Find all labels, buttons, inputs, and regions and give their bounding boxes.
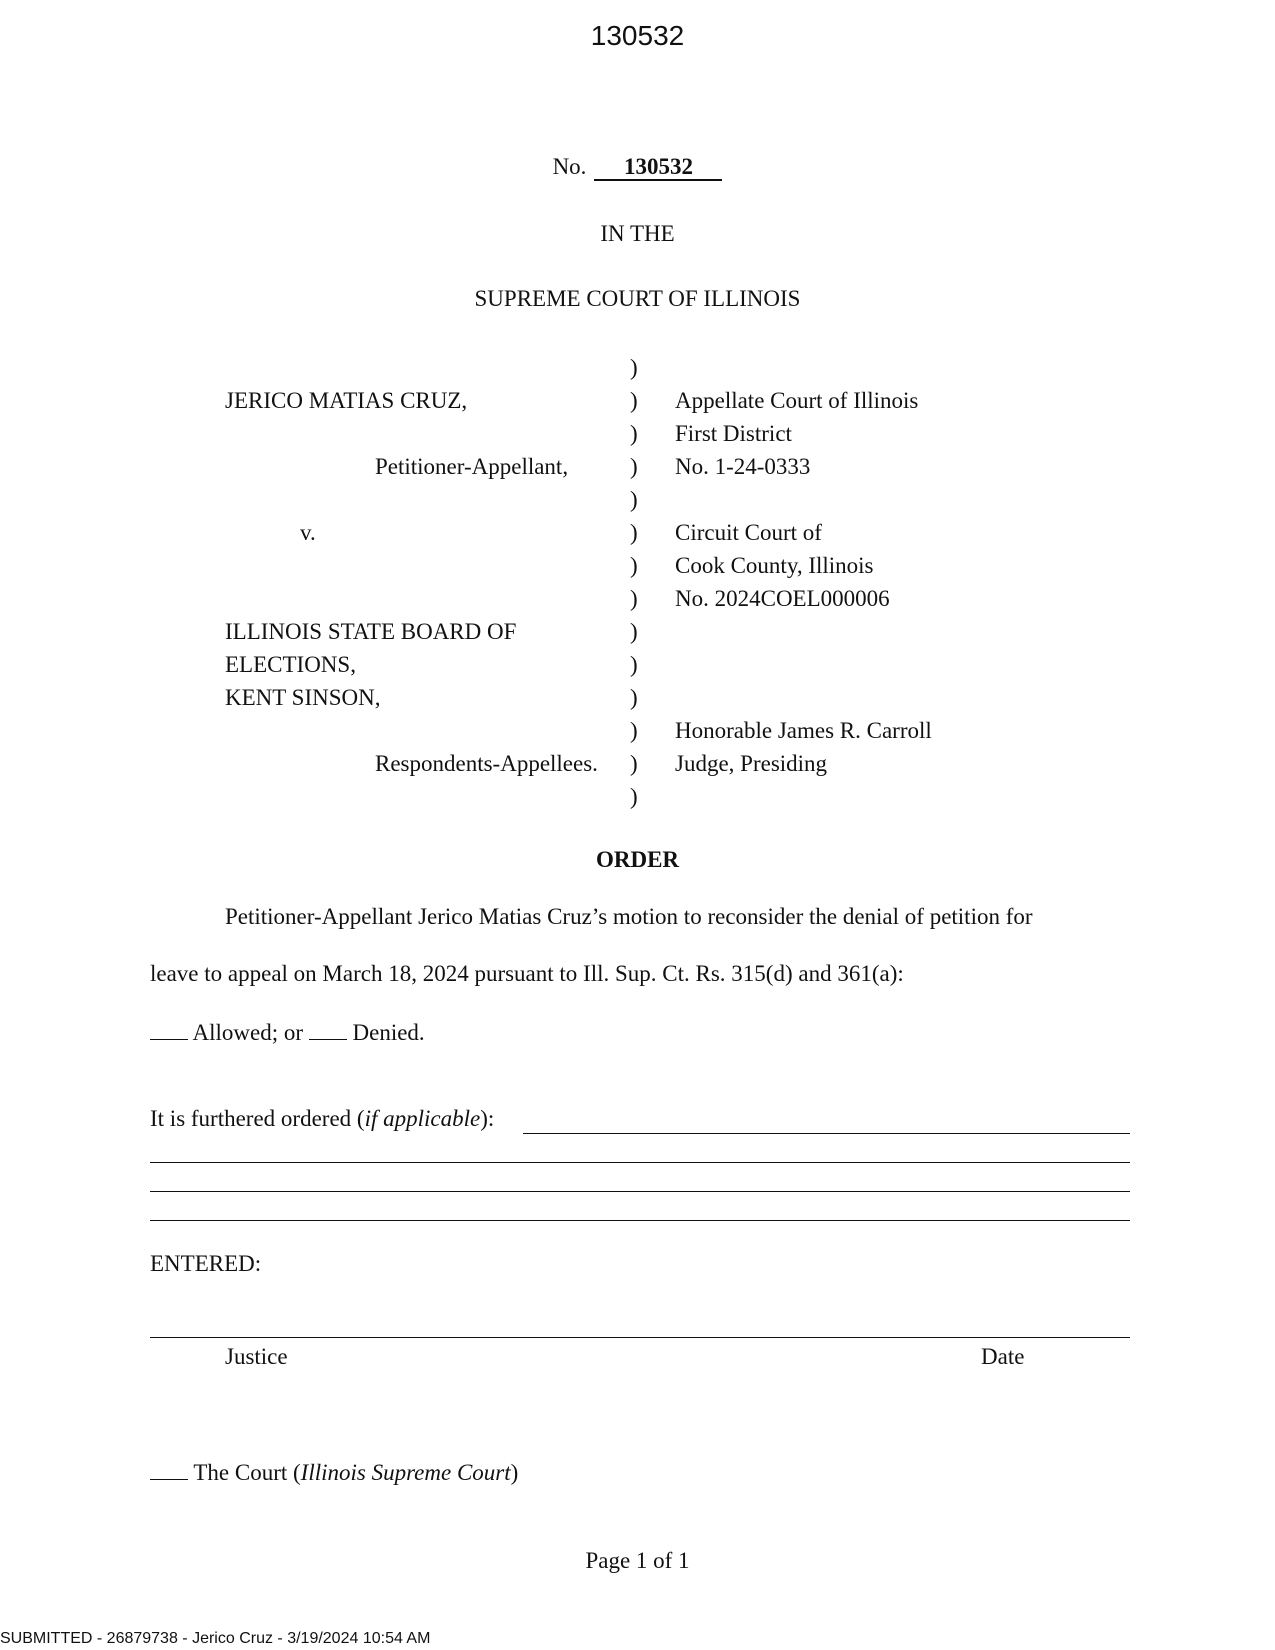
- appellate-court-line: No. 1-24-0333: [675, 454, 811, 479]
- further-ordered-line[interactable]: [523, 1133, 1130, 1134]
- allowed-label: Allowed; or: [192, 1020, 303, 1045]
- judge-line: Honorable James R. Carroll: [675, 718, 932, 743]
- page-footer: Page 1 of 1: [585, 1548, 690, 1573]
- paren: ): [630, 553, 638, 578]
- court-prefix: The Court (: [193, 1460, 301, 1485]
- header-case-number: 130532: [590, 20, 685, 51]
- paren: ): [630, 421, 638, 446]
- paren: ): [630, 718, 638, 743]
- respondent-line: ILLINOIS STATE BOARD OF: [225, 619, 517, 644]
- further-ordered-label: [150, 1107, 494, 1130]
- paren: ): [630, 487, 638, 512]
- respondent-line: KENT SINSON,: [225, 685, 381, 710]
- entered-label: ENTERED:: [150, 1251, 262, 1276]
- disposition-choices: [150, 1021, 425, 1044]
- paren: ): [630, 586, 638, 611]
- case-number-value: 130532: [594, 155, 722, 181]
- appellate-court-line: Appellate Court of Illinois: [675, 388, 919, 413]
- case-number-label: No.: [552, 154, 587, 179]
- paren: ): [630, 388, 638, 413]
- further-suffix: ):: [480, 1106, 495, 1131]
- court-italic: Illinois Supreme Court: [300, 1460, 511, 1485]
- circuit-court-line: No. 2024COEL000006: [675, 586, 890, 611]
- petitioner-name: JERICO MATIAS CRUZ,: [225, 388, 468, 413]
- further-ordered-line[interactable]: [150, 1162, 1130, 1163]
- petitioner-role: Petitioner-Appellant,: [375, 454, 569, 479]
- paren: ): [630, 619, 638, 644]
- paren: ): [630, 520, 638, 545]
- versus: v.: [300, 520, 316, 545]
- submitted-stamp: SUBMITTED - 26879738 - Jerico Cruz - 3/19/2024 10:54 AM: [0, 1630, 431, 1647]
- order-body-line: leave to appeal on March 18, 2024 pursuant to Ill. Sup. Ct. Rs. 315(d) and 361(a):: [150, 961, 904, 986]
- allowed-blank[interactable]: [150, 1021, 188, 1040]
- circuit-court-line: Circuit Court of: [675, 520, 822, 545]
- paren: ): [630, 355, 638, 380]
- court-suffix: ): [510, 1460, 519, 1485]
- court-blank[interactable]: [150, 1461, 188, 1480]
- further-italic: if applicable: [364, 1106, 481, 1131]
- respondent-line: ELECTIONS,: [225, 652, 356, 677]
- appellate-court-line: First District: [675, 421, 792, 446]
- respondents-role: Respondents-Appellees.: [375, 751, 598, 776]
- judge-line: Judge, Presiding: [675, 751, 828, 776]
- justice-label: Justice: [225, 1344, 288, 1369]
- circuit-court-line: Cook County, Illinois: [675, 553, 874, 578]
- denied-label: Denied.: [352, 1020, 425, 1045]
- case-number: [0, 155, 1275, 181]
- order-title: ORDER: [595, 847, 680, 872]
- signature-line[interactable]: [150, 1337, 1130, 1338]
- court-name: SUPREME COURT OF ILLINOIS: [474, 286, 801, 311]
- in-the-heading: IN THE: [600, 221, 675, 246]
- further-ordered-line[interactable]: [150, 1191, 1130, 1192]
- order-body-line: Petitioner-Appellant Jerico Matias Cruz’s motion to reconsider the denial of petition for: [225, 904, 1033, 929]
- court-choice: [150, 1461, 518, 1484]
- paren: ): [630, 454, 638, 479]
- further-prefix: It is furthered ordered (: [150, 1106, 365, 1131]
- denied-blank[interactable]: [309, 1021, 347, 1040]
- paren: ): [630, 685, 638, 710]
- paren: ): [630, 784, 638, 809]
- paren: ): [630, 652, 638, 677]
- paren: ): [630, 751, 638, 776]
- further-ordered-line[interactable]: [150, 1220, 1130, 1221]
- date-label: Date: [981, 1344, 1025, 1369]
